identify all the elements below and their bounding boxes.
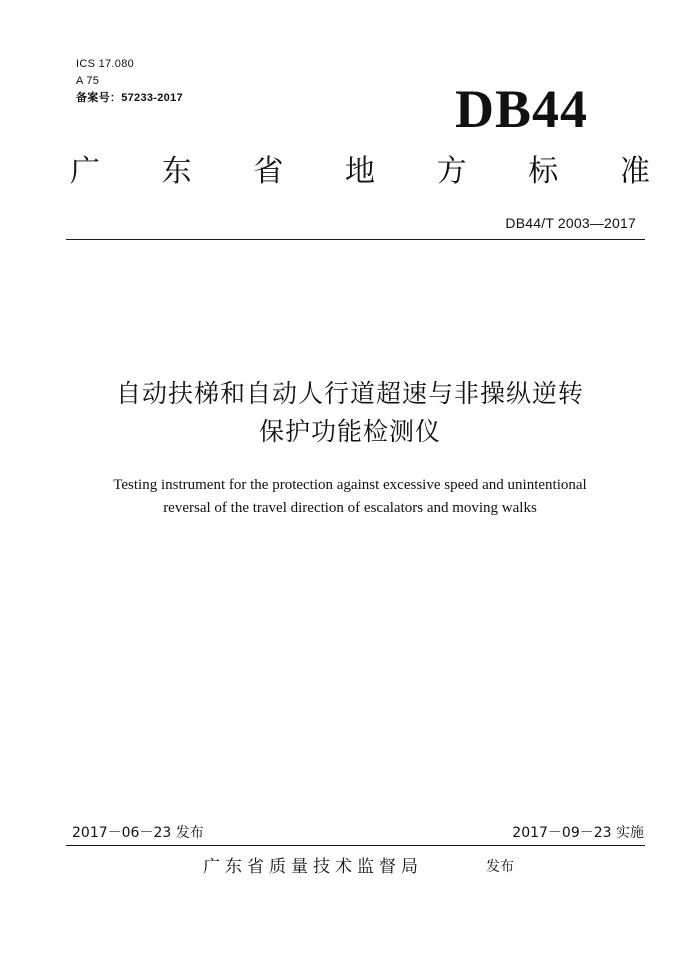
title-english	[0, 474, 700, 520]
standard-type-char: 方	[436, 154, 467, 189]
title-english-line: reversal of the travel direction of escalators and moving walks	[163, 500, 537, 516]
standard-type-char: 广	[70, 154, 100, 189]
implementation-date: 2017－09－23 实施	[512, 825, 644, 841]
publisher-name: 广东省质量技术监督局	[203, 857, 423, 877]
issue-date: 2017－06－23 发布	[72, 825, 204, 841]
standard-type-title	[70, 154, 650, 190]
standard-type-char: 标	[528, 154, 559, 189]
title-chinese-line: 自动扶梯和自动人行道超速与非操纵逆转	[115, 379, 584, 408]
ics-code: ICS 17.080	[76, 58, 135, 70]
standard-number: DB44/T 2003—2017	[505, 215, 636, 231]
standard-type-char: 东	[161, 154, 192, 189]
standard-type-char: 省	[253, 154, 284, 189]
title-chinese	[0, 375, 700, 451]
publish-label: 发布	[486, 859, 514, 875]
standard-type-char: 地	[344, 154, 375, 189]
title-chinese-line: 保护功能检测仪	[258, 417, 441, 446]
standard-type-char: 准	[619, 154, 650, 189]
record-number: 备案号：57233-2017	[76, 92, 183, 104]
title-english-line: Testing instrument for the protection against excessive speed and unintentional	[113, 477, 587, 493]
ccs-code: A 75	[76, 75, 100, 87]
db-logo: DB44	[455, 79, 589, 139]
header-divider	[66, 239, 645, 240]
footer-divider	[66, 845, 645, 846]
